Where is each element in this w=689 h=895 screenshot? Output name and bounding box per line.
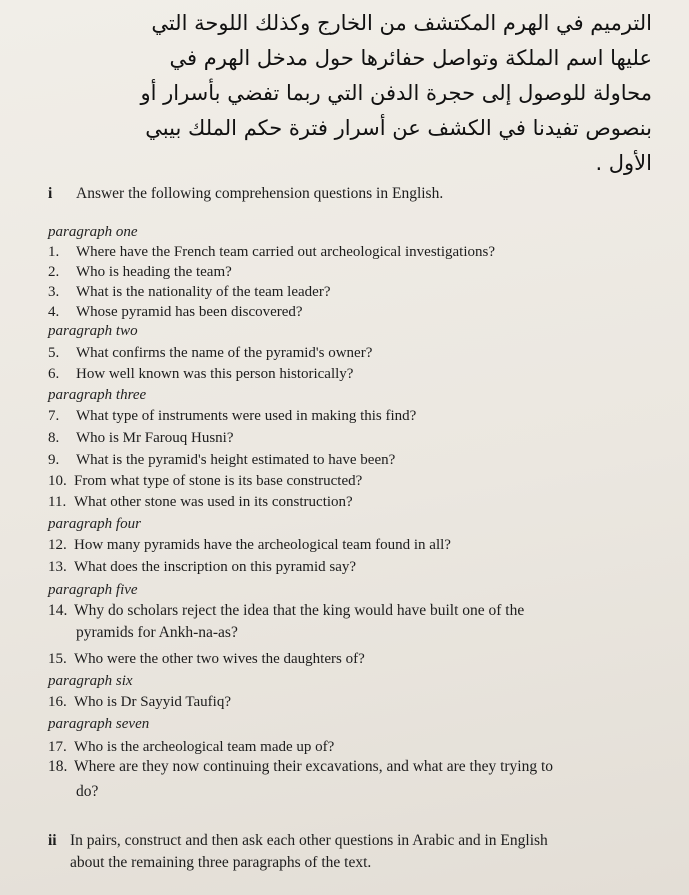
question-text: Who is Dr Sayyid Taufiq?: [74, 694, 231, 710]
arabic-line: عليها اسم الملكة وتواصل حفائرها حول مدخل الهرم في: [169, 46, 652, 70]
question-number: 4.: [48, 304, 60, 320]
question-6: [48, 365, 668, 383]
question-18: [48, 758, 668, 801]
paragraph-heading-six: paragraph six: [48, 673, 133, 689]
section-ii-line-1: In pairs, construct and then ask each other questions in Arabic and in English: [70, 832, 548, 849]
question-15: [48, 650, 668, 668]
section-ii-number: ii: [48, 832, 57, 849]
question-8: [48, 429, 668, 447]
question-text: Who is the archeological team made up of?: [74, 739, 335, 755]
question-number: 8.: [48, 430, 60, 446]
question-text: What other stone was used in its construction?: [74, 494, 353, 510]
question-text: Where have the French team carried out archeological investigations?: [76, 244, 495, 260]
question-text: What confirms the name of the pyramid's owner?: [76, 345, 373, 361]
paragraph-heading-two: paragraph two: [48, 323, 138, 339]
question-number: 15.: [48, 651, 67, 667]
question-14: [48, 602, 668, 642]
paragraph-heading-seven: paragraph seven: [48, 716, 150, 732]
question-text: Why do scholars reject the idea that the king would have built one of the: [74, 602, 525, 619]
question-text-continued: do?: [76, 783, 99, 800]
question-9: [48, 451, 668, 469]
question-10: [48, 472, 668, 490]
section-i-instruction: Answer the following comprehension questions in English.: [76, 185, 444, 202]
question-text: How well known was this person historically?: [76, 366, 354, 382]
question-number: 10.: [48, 473, 67, 489]
question-13: [48, 558, 668, 576]
question-text: How many pyramids have the archeological team found in all?: [74, 537, 451, 553]
question-3: [48, 283, 668, 301]
question-number: 5.: [48, 345, 60, 361]
question-text: What is the nationality of the team leader?: [76, 284, 331, 300]
arabic-passage: [40, 6, 652, 181]
paragraph-heading-three: paragraph three: [48, 387, 147, 403]
question-number: 2.: [48, 264, 60, 280]
arabic-line: الترميم في الهرم المكتشف من الخارج وكذلك اللوحة التي: [151, 11, 652, 35]
question-number: 6.: [48, 366, 60, 382]
question-number: 1.: [48, 244, 60, 260]
question-7: [48, 407, 668, 425]
question-4: [48, 303, 668, 321]
arabic-line: الأول .: [595, 151, 652, 175]
paragraph-heading-four: paragraph four: [48, 516, 141, 532]
question-number: 3.: [48, 284, 60, 300]
question-1: [48, 243, 668, 261]
question-number: 7.: [48, 408, 60, 424]
question-17: [48, 738, 668, 756]
question-number: 12.: [48, 537, 67, 553]
question-5: [48, 344, 668, 362]
question-text-continued: pyramids for Ankh-na-as?: [76, 624, 238, 641]
question-number: 14.: [48, 602, 68, 619]
paragraph-heading-five: paragraph five: [48, 582, 138, 598]
paragraph-heading-one: paragraph one: [48, 224, 138, 240]
question-number: 17.: [48, 739, 67, 755]
question-text: What type of instruments were used in making this find?: [76, 408, 417, 424]
question-text: Whose pyramid has been discovered?: [76, 304, 303, 320]
section-ii-line-2: about the remaining three paragraphs of the text.: [70, 854, 372, 871]
question-text: From what type of stone is its base constructed?: [74, 473, 363, 489]
question-text: Who is Mr Farouq Husni?: [76, 430, 234, 446]
arabic-line: محاولة للوصول إلى حجرة الدفن التي ربما تفضي بأسرار أو: [140, 81, 652, 105]
question-text: Where are they now continuing their excavations, and what are they trying to: [74, 758, 554, 775]
arabic-line: بنصوص تفيدنا في الكشف عن أسرار فترة حكم الملك بيبي: [145, 116, 652, 140]
question-2: [48, 263, 668, 281]
question-number: 13.: [48, 559, 67, 575]
question-number: 9.: [48, 452, 60, 468]
question-text: Who were the other two wives the daughters of?: [74, 651, 365, 667]
question-11: [48, 493, 668, 511]
question-16: [48, 693, 668, 711]
question-text: Who is heading the team?: [76, 264, 232, 280]
question-text: What is the pyramid's height estimated to have been?: [76, 452, 396, 468]
question-number: 11.: [48, 494, 67, 510]
question-number: 16.: [48, 694, 67, 710]
question-number: 18.: [48, 758, 68, 775]
question-text: What does the inscription on this pyramid say?: [74, 559, 357, 575]
section-i-number: i: [48, 185, 53, 202]
question-12: [48, 536, 668, 554]
